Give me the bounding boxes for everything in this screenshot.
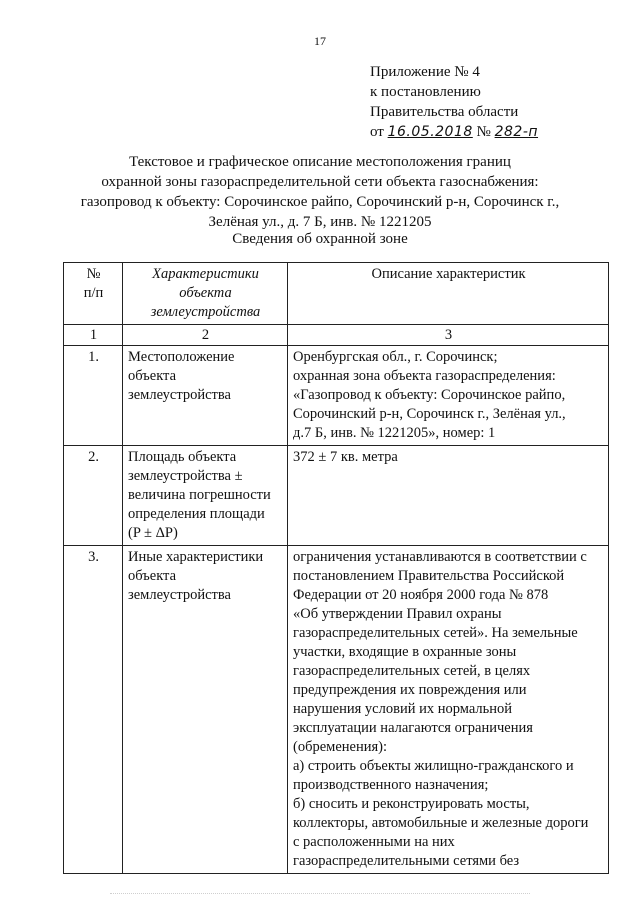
appendix-date-line	[370, 122, 538, 142]
appendix-line-2: к постановлению	[370, 84, 481, 100]
cell-line: Федерации от 20 ноября 2000 года № 878	[293, 587, 549, 603]
cell-line: газораспределительных сетей, в целях	[293, 663, 531, 679]
appendix-line-1: Приложение № 4	[370, 64, 480, 80]
cell-line: охранная зона объекта газораспределения:	[293, 368, 556, 384]
appendix-block	[370, 62, 538, 142]
cell-line: д.7 Б, инв. № 1221205», номер: 1	[293, 425, 496, 441]
cell-line: участки, входящие в охранные зоны	[293, 644, 517, 660]
row-characteristic	[123, 346, 288, 446]
cell-line: объекта	[128, 368, 177, 384]
header-line: п/п	[83, 285, 104, 301]
date-prefix: от	[370, 124, 384, 140]
title-line-3: газопровод к объекту: Сорочинское райпо, Сорочинский р-н, Сорочинск г.,	[80, 194, 560, 210]
cell-line: производственного назначения;	[293, 777, 489, 793]
column-number: 1	[64, 325, 123, 346]
section-subtitle: Сведения об охранной зоне	[232, 231, 408, 247]
document-title	[70, 152, 570, 232]
title-line-1: Текстовое и графическое описание местоположения границ	[129, 154, 511, 170]
cell-line: ограничения устанавливаются в соответствии с	[293, 549, 587, 565]
column-number: 2	[123, 325, 288, 346]
handwritten-date: 16.05.2018	[387, 124, 473, 140]
header-line: №	[86, 266, 101, 282]
zone-info-table	[63, 262, 609, 874]
cell-line: газораспределительными сетями без	[293, 853, 520, 869]
table-header-row	[64, 263, 609, 325]
row-description	[288, 546, 609, 874]
header-line: Описание характеристик	[371, 266, 526, 282]
row-description	[288, 446, 609, 546]
table-row	[64, 446, 609, 546]
cell-line: нарушения условий их нормальной	[293, 701, 513, 717]
cell-line: Сорочинский р-н, Сорочинск г., Зелёная ул.,	[293, 406, 566, 422]
number-prefix: №	[476, 124, 491, 140]
cell-line: объекта	[128, 568, 177, 584]
cell-line: 372 ± 7 кв. метра	[293, 449, 398, 465]
cell-line: с расположенными на них	[293, 834, 455, 850]
row-number: 3.	[64, 546, 123, 874]
cell-line: б) сносить и реконструировать мосты,	[293, 796, 530, 812]
header-line: землеустройства	[150, 304, 261, 320]
row-characteristic	[123, 546, 288, 874]
cell-line: Оренбургская обл., г. Сорочинск;	[293, 349, 498, 365]
cell-line: Местоположение	[128, 349, 235, 365]
header-col-description	[288, 263, 609, 325]
cell-line: коллекторы, автомобильные и железные дороги	[293, 815, 589, 831]
handwritten-number: 282-п	[494, 124, 539, 140]
cell-line: землеустройства	[128, 587, 231, 603]
header-line: объекта	[179, 285, 232, 301]
row-characteristic	[123, 446, 288, 546]
cell-line: землеустройства ±	[128, 468, 243, 484]
cell-line: (обременения):	[293, 739, 387, 755]
column-number: 3	[288, 325, 609, 346]
row-description	[288, 346, 609, 446]
cell-line: Иные характеристики	[128, 549, 264, 565]
title-line-2: охранной зоны газораспределительной сети объекта газоснабжения:	[101, 174, 539, 190]
table-row	[64, 346, 609, 446]
header-col-characteristics	[123, 263, 288, 325]
column-numbering-row	[64, 325, 609, 346]
scan-artifact-line	[110, 893, 530, 900]
cell-line: определения площади	[128, 506, 265, 522]
header-col-number	[64, 263, 123, 325]
cell-line: эксплуатации налагаются ограничения	[293, 720, 533, 736]
row-number: 1.	[64, 346, 123, 446]
cell-line: газораспределительных сетей». На земельные	[293, 625, 578, 641]
header-line: Характеристики	[152, 266, 259, 282]
cell-line: (P ± ΔP)	[128, 525, 178, 541]
cell-line: «Об утверждении Правил охраны	[293, 606, 502, 622]
cell-line: предупреждения их повреждения или	[293, 682, 527, 698]
appendix-line-3: Правительства области	[370, 104, 519, 120]
title-line-4: Зелёная ул., д. 7 Б, инв. № 1221205	[208, 214, 432, 230]
cell-line: а) строить объекты жилищно-гражданского и	[293, 758, 574, 774]
row-number: 2.	[64, 446, 123, 546]
cell-line: землеустройства	[128, 387, 231, 403]
table-row	[64, 546, 609, 874]
cell-line: величина погрешности	[128, 487, 271, 503]
cell-line: постановлением Правительства Российской	[293, 568, 565, 584]
cell-line: Площадь объекта	[128, 449, 237, 465]
page-number: 17	[314, 34, 326, 48]
cell-line: «Газопровод к объекту: Сорочинское райпо,	[293, 387, 566, 403]
